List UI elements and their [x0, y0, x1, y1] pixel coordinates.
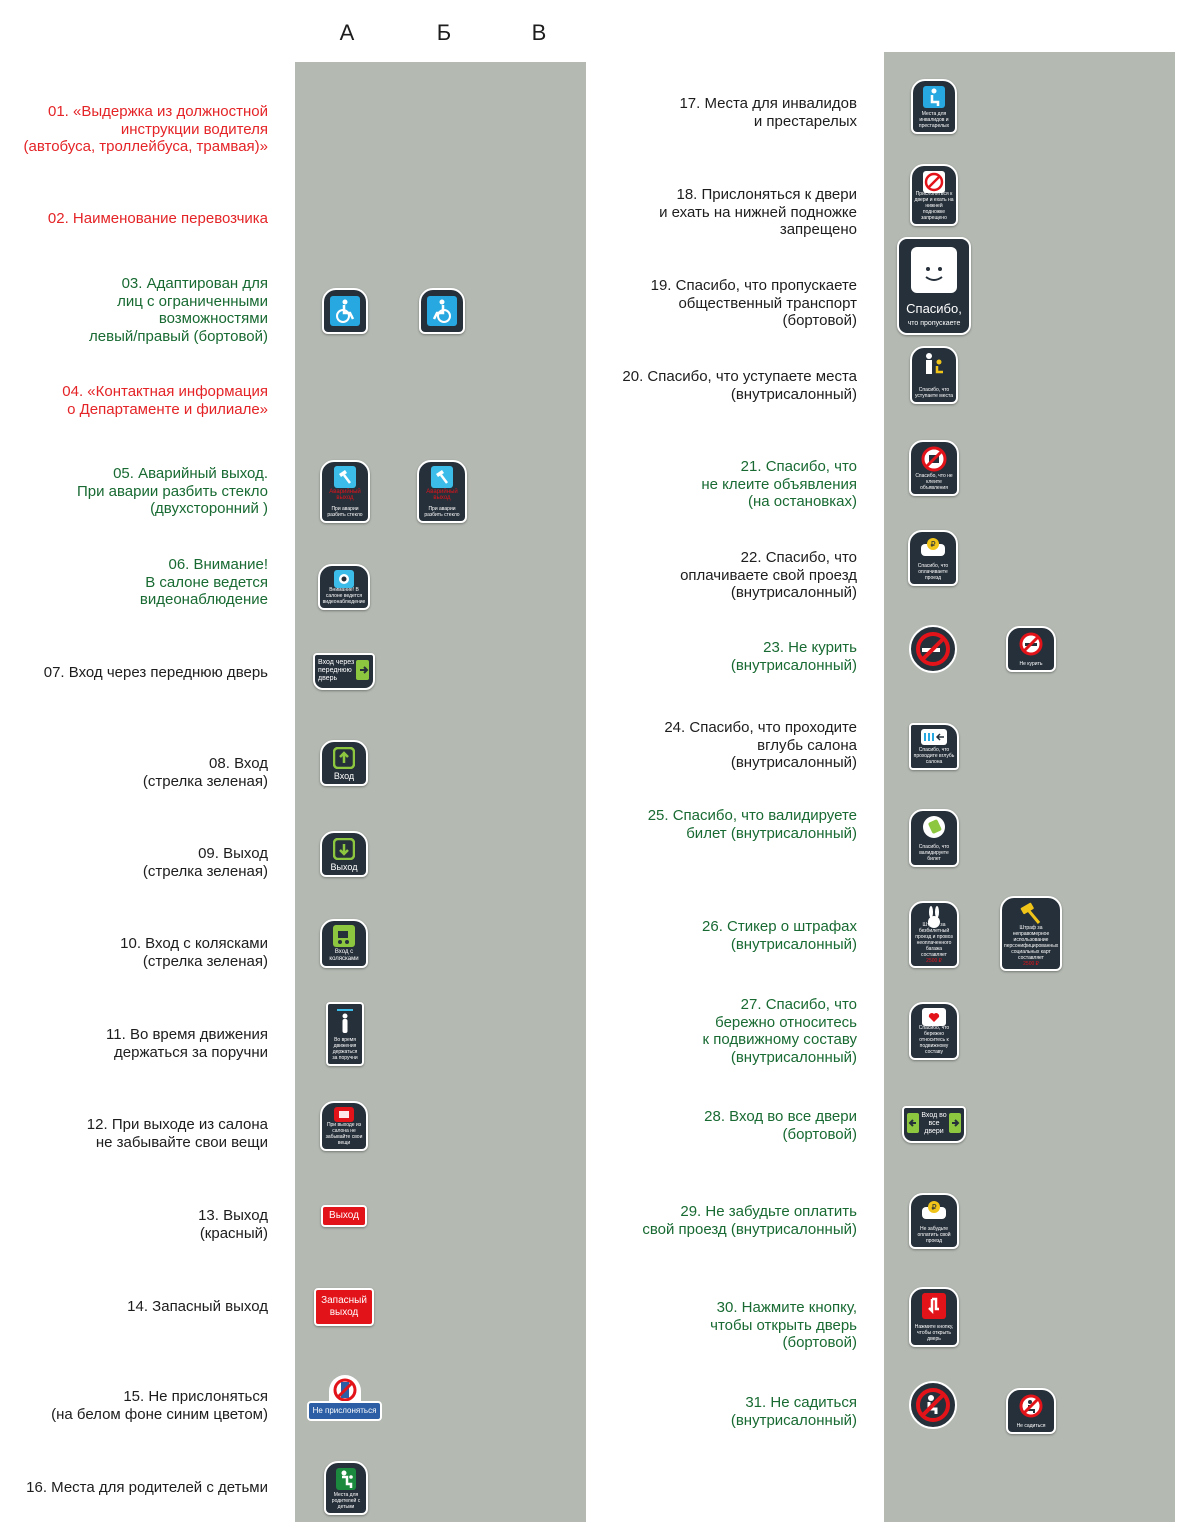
sticker-07 — [313, 653, 375, 690]
sticker-05-a — [320, 460, 370, 523]
sticker-12-caption: При выходе из салона не забывайте свои вещи — [325, 1122, 363, 1146]
sticker-23-b — [1006, 626, 1056, 672]
sticker-08 — [320, 740, 368, 786]
sticker-06 — [318, 564, 370, 610]
label-17: 17. Места для инвалидов и престарелых — [679, 95, 857, 130]
sticker-19-caption: что пропускаете — [907, 320, 961, 327]
sticker-16-caption: Места для родителей с детьми — [331, 1492, 361, 1510]
label-12: 12. При выходе из салона не забывайте свои вещи — [86, 1116, 268, 1151]
hammer-glass-icon — [334, 466, 356, 488]
sticker-06-caption: Внимание! В салоне ведется видеонаблюдение — [322, 587, 366, 605]
sticker-05-b — [417, 460, 467, 523]
label-18: 18. Прислоняться к двери и ехать на нижней подножке запрещено — [659, 186, 857, 238]
gavel-icon — [1018, 902, 1044, 926]
sticker-26-a — [909, 901, 959, 968]
sticker-11-caption: Во время движения держаться за поручни — [332, 1037, 358, 1061]
svg-text:₽: ₽ — [931, 1203, 937, 1212]
arrow-right-icon — [949, 1113, 961, 1133]
label-13: 13. Выход (красный) — [198, 1207, 268, 1242]
sticker-05-b-caption: При аварии разбить стекло — [424, 506, 460, 518]
label-02: 02. Наименование перевозчика — [47, 210, 268, 227]
label-14: 14. Запасный выход — [127, 1298, 268, 1315]
sticker-10 — [320, 919, 368, 968]
sticker-15-caption: Не прислоняться — [307, 1401, 382, 1421]
label-07: 07. Вход через переднюю дверь — [43, 664, 268, 681]
label-03: 03. Адаптирован для лиц с ограниченными возможностями левый/правый (бортовой) — [89, 275, 268, 345]
validator-card-icon — [922, 815, 946, 839]
label-31: 31. Не садиться (внутрисалонный) — [730, 1394, 857, 1429]
arrow-left-icon — [907, 1113, 919, 1133]
arrow-up-icon — [333, 747, 355, 769]
no-smoking-icon — [911, 627, 955, 671]
sticker-31-b-caption: Не садиться — [1016, 1423, 1046, 1429]
sticker-09-caption: Выход — [330, 862, 358, 872]
sticker-21 — [909, 440, 959, 496]
label-20: 20. Спасибо, что уступаете места (внутрисалонный) — [622, 368, 857, 403]
label-19: 19. Спасибо, что пропускаете общественный транспорт (бортовой) — [650, 277, 857, 329]
sticker-21-caption: Спасибо, что не клеите объявления — [915, 473, 953, 491]
sticker-22-caption: Спасибо, что оплачиваете проезд — [917, 563, 949, 581]
sticker-31-b — [1006, 1388, 1056, 1434]
sticker-23-a — [909, 625, 957, 673]
hammer-glass-icon — [431, 466, 453, 488]
heart-icon — [922, 1008, 946, 1026]
seated-person-icon — [923, 86, 945, 108]
ruble-coin-icon — [920, 1199, 948, 1221]
sticker-07-caption: Вход через переднюю дверь — [318, 659, 355, 682]
sticker-17 — [911, 79, 957, 134]
label-06: 06. Внимание! В салоне ведется видеонаблюдение — [139, 556, 268, 608]
label-27: 27. Спасибо, что бережно относитесь к подвижному составу (внутрисалонный) — [702, 996, 857, 1066]
sticker-09 — [320, 831, 368, 877]
sticker-10-caption: Вход с колясками — [329, 949, 359, 962]
arrow-down-icon — [333, 838, 355, 860]
wheelchair-icon — [427, 296, 457, 326]
sticker-26-b-caption: Штраф за неправомерное использование персонифицированных социальных карт составляет — [1004, 925, 1059, 961]
sticker-11 — [326, 1002, 364, 1066]
sticker-16 — [324, 1461, 368, 1515]
sticker-29 — [909, 1193, 959, 1249]
sticker-18 — [910, 164, 958, 226]
sticker-26-b — [1000, 896, 1062, 971]
label-08: 08. Вход (стрелка зеленая) — [142, 755, 268, 790]
svg-text:₽: ₽ — [930, 540, 936, 549]
ruble-coin-icon — [919, 536, 947, 558]
sticker-24 — [909, 723, 959, 770]
wheelchair-icon — [330, 296, 360, 326]
sticker-26-a-caption: Штраф за безбилетный проезд и провоз неоплаченного багажа составляет — [915, 922, 953, 958]
sticker-03-a — [322, 288, 368, 334]
sticker-27 — [909, 1002, 959, 1060]
stroller-icon — [333, 925, 355, 947]
sticker-18-caption: Прислоняться к двери и ехать на нижней подножке запрещено — [914, 191, 954, 221]
label-26: 26. Стикер о штрафах (внутрисалонный) — [702, 918, 857, 953]
sticker-26-b-amount: 2500 ₽ — [1023, 961, 1039, 967]
column-header-b: Б — [436, 20, 452, 45]
sticker-03-b — [419, 288, 465, 334]
sticker-22 — [908, 530, 958, 586]
no-sitting-icon — [1019, 1394, 1043, 1418]
sticker-19 — [897, 237, 971, 335]
label-24: 24. Спасибо, что проходите вглубь салона (внутрисалонный) — [664, 719, 857, 771]
label-22: 22. Спасибо, что оплачиваете свой проезд (внутрисалонный) — [680, 549, 857, 601]
label-28: 28. Вход во все двери (бортовой) — [704, 1108, 857, 1143]
sticker-31-a — [909, 1381, 957, 1429]
label-11: 11. Во время движения держаться за поручни — [106, 1026, 268, 1061]
sticker-29-caption: Не забудьте оплатить свой проезд — [917, 1226, 951, 1244]
sticker-12 — [320, 1101, 368, 1151]
press-button-icon — [922, 1293, 946, 1319]
standing-person-icon — [337, 1009, 353, 1035]
label-10: 10. Вход с колясками (стрелка зеленая) — [120, 935, 268, 970]
sticker-24-caption: Спасибо, что проходите вглубь салона — [913, 747, 955, 765]
label-21: 21. Спасибо, что не клеите объявления (на остановках) — [701, 458, 857, 510]
sticker-13: Выход — [321, 1205, 367, 1227]
label-29: 29. Не забудьте оплатить свой проезд (внутрисалонный) — [642, 1203, 857, 1238]
label-30: 30. Нажмите кнопку, чтобы открыть дверь (бортовой) — [710, 1299, 857, 1351]
sticker-30-caption: Нажмите кнопку, чтобы открыть дверь — [914, 1324, 954, 1342]
bag-icon — [334, 1107, 354, 1122]
sticker-25-caption: Спасибо, что валидируете билет — [918, 844, 950, 862]
sticker-05-b-title: Аварийный выход — [426, 489, 458, 501]
label-23: 23. Не курить (внутрисалонный) — [730, 639, 857, 674]
no-smoking-icon — [1019, 632, 1043, 656]
offer-seat-icon — [922, 352, 946, 378]
sticker-20-caption: Спасибо, что уступаете места — [914, 387, 954, 399]
label-05: 05. Аварийный выход. При аварии разбить стекло (двухсторонний ) — [76, 465, 268, 517]
sticker-30 — [909, 1287, 959, 1347]
sticker-17-caption: Места для инвалидов и престарелых — [918, 111, 950, 129]
label-04: 04. «Контактная информация о Департаменте и филиале» — [62, 383, 268, 418]
sticker-15 — [307, 1375, 382, 1423]
move-inside-icon — [921, 729, 947, 745]
sticker-26-a-amount: 2500 ₽ — [926, 958, 942, 964]
column-header-a: А — [339, 20, 355, 45]
sticker-08-caption: Вход — [333, 771, 355, 781]
sticker-27-caption: Спасибо, что бережно относитесь к подвижному составу — [918, 1025, 950, 1055]
label-16: 16. Места для родителей с детьми — [26, 1479, 268, 1496]
label-09: 09. Выход (стрелка зеленая) — [142, 845, 268, 880]
sticker-28-caption: Вход во все двери — [921, 1112, 947, 1135]
sticker-20 — [910, 346, 958, 404]
sticker-19-title: Спасибо, — [906, 301, 962, 316]
sticker-05-a-caption: При аварии разбить стекло — [327, 506, 363, 518]
no-posters-icon — [921, 446, 947, 472]
arrow-right-icon — [356, 660, 369, 680]
sticker-23-b-caption: Не курить — [1019, 661, 1043, 667]
label-01: 01. «Выдержка из должностной инструкции водителя (автобуса, троллейбуса, трамвая)» — [23, 103, 268, 155]
no-sitting-icon — [911, 1383, 955, 1427]
sticker-28 — [902, 1106, 966, 1143]
sticker-05-a-title: Аварийный выход — [329, 489, 361, 501]
sticker-14: Запасный выход — [314, 1288, 374, 1326]
column-header-v: В — [531, 20, 547, 45]
no-lean-door-icon — [923, 171, 945, 193]
sticker-25 — [909, 809, 959, 867]
label-25: 25. Спасибо, что валидируете билет (внутрисалонный) — [647, 807, 857, 842]
bus-face-icon — [911, 247, 957, 293]
camera-icon — [334, 570, 354, 588]
label-15: 15. Не прислоняться (на белом фоне синим цветом) — [51, 1388, 268, 1423]
parent-child-icon — [336, 1468, 356, 1490]
